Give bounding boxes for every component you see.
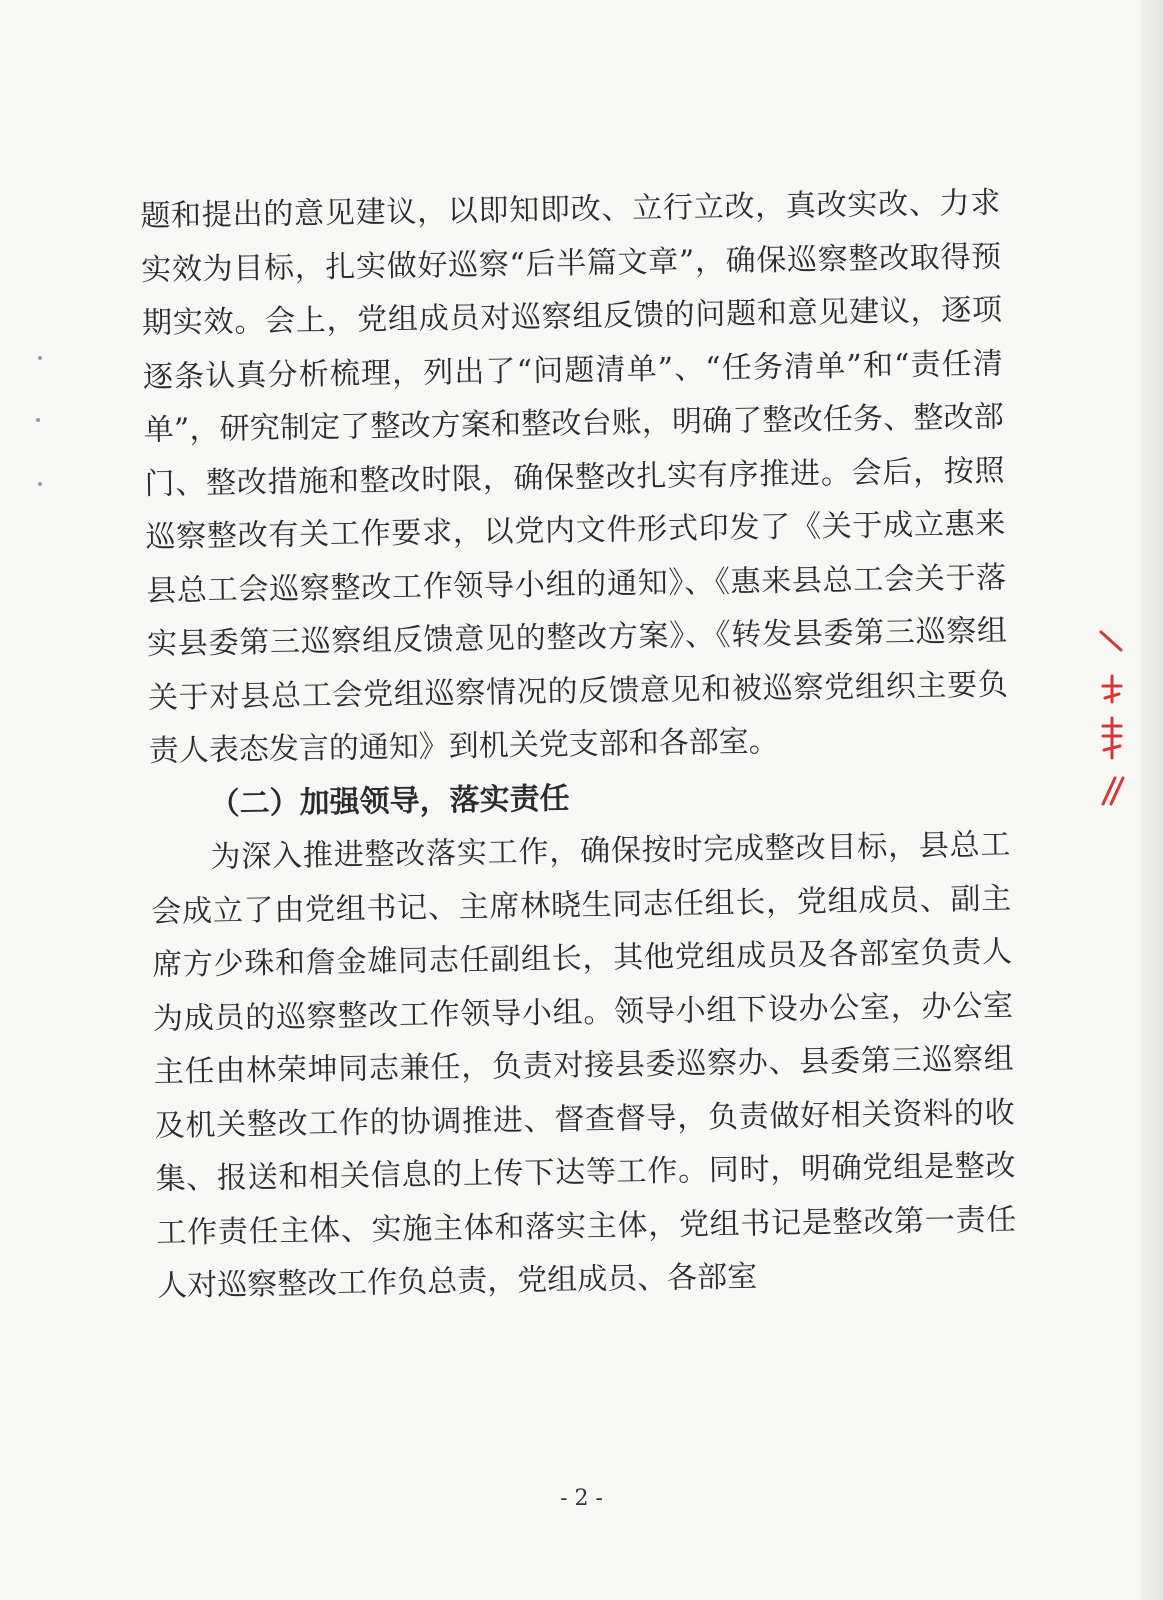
section-heading: （二）加强领导，落实责任	[209, 780, 570, 822]
paragraph: 为深入推进整改落实工作，确保按时完成整改目标，县总工会成立了由党组书记、主席林晓生同志任组长，党组成员、副主席方少珠和詹金雄同志任副组长，其他党组成员及各部室负责人为成员的巡察整改工作领导小组。领导小组下设办公室，办公室主任由林荣坤同志兼任，负责对接县委巡察办、县委第三巡察组及机关整改工作的协调推进、督查督导，负责做好相关资料的收集、报送和相关信息的上传下达等工作。同时，明确党组是整改工作责任主体、实施主体和落实主体，党组书记是整改第一责任人对巡察整改工作负总责，党组成员、各部室	[151, 827, 1017, 1304]
paragraph-continued: 题和提出的意见建议，以即知即改、立行立改，真改实改、力求实效为目标，扎实做好巡察“后半篇文章”，确保巡察整改取得预期实效。会上，党组成员对巡察组反馈的问题和意见建议，逐项逐条认真分析梳理，列出了“问题清单”、“任务清单”和“责任清单”，研究制定了整改方案和整改台账，明确了整改任务、整改部门、整改措施和整改时限，确保整改扎实有序推进。会后，按照巡察整改有关工作要求，以党内文件形式印发了《关于成立惠来县总工会巡察整改工作领导小组的通知》、《惠来县总工会关于落实县委第三巡察组反馈意见的整改方案》、《转发县委第三巡察组关于对县总工会党组巡察情况的反馈意见和被巡察党组织主要负责人表态发言的通知》到机关党支部和各部室。	[140, 185, 1009, 769]
scan-speck	[38, 482, 42, 486]
page-number: - 2 -	[560, 1486, 603, 1511]
scan-speck	[38, 356, 42, 360]
body-text	[140, 176, 1018, 1313]
red-binding-mark	[1095, 628, 1129, 808]
scan-speck	[36, 418, 40, 422]
paper-edge-shadow	[1141, 0, 1163, 1600]
